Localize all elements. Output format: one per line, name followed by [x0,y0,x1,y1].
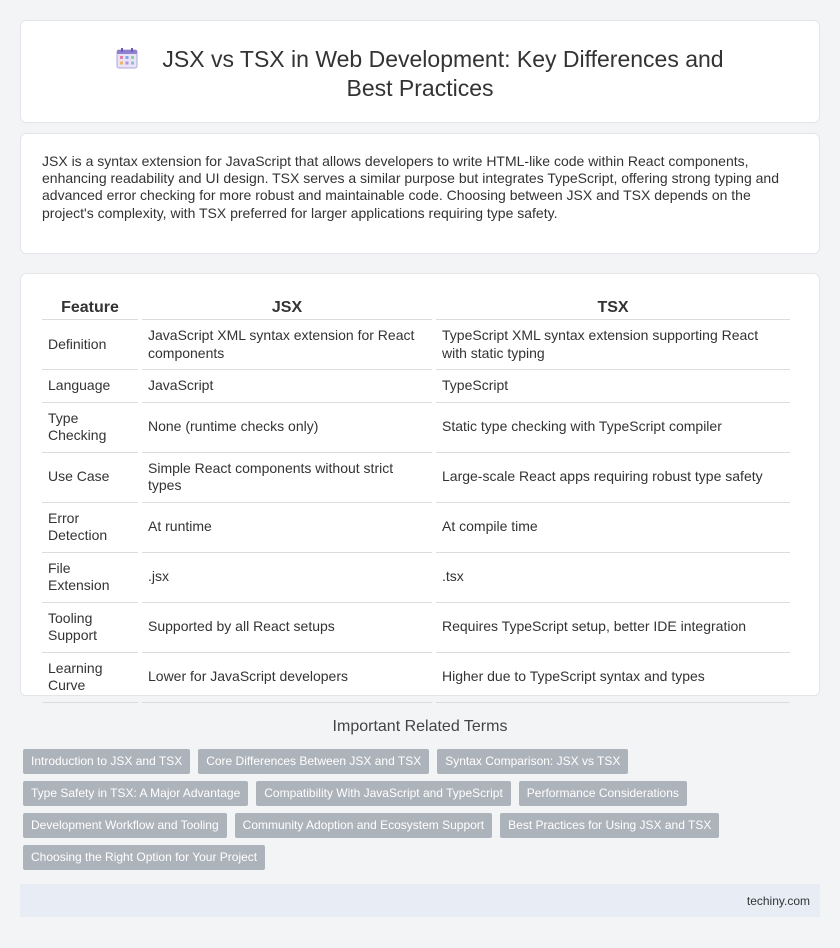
cell-tsx: TypeScript [436,370,790,403]
related-term-tag[interactable]: Performance Considerations [519,781,687,806]
related-term-tag[interactable]: Choosing the Right Option for Your Project [23,845,265,870]
tag-row [23,781,823,813]
cell-jsx: Simple React components without strict types [142,453,432,503]
related-term-tag[interactable]: Type Safety in TSX: A Major Advantage [23,781,248,806]
table-row [42,370,790,403]
cell-jsx: .jsx [142,553,432,603]
cell-feature: Use Case [42,453,138,503]
cell-feature: Tooling Support [42,603,138,653]
cell-jsx: JavaScript [142,370,432,403]
cell-feature: Definition [42,320,138,370]
cell-feature: Language [42,370,138,403]
intro-paragraph: JSX is a syntax extension for JavaScript that allows developers to write HTML-like code within React components, enhancing readability and UI design. TSX serves a similar purpose but integrates TypeScript, offering strong typing and advanced error checking for more robust and maintainable code. Choosing between JSX and TSX depends on the project's complexity, with TSX preferred for larger applications requiring type safety. [42,153,779,221]
table-row [42,553,790,603]
cell-tsx: At compile time [436,503,790,553]
related-terms-title: Important Related Terms [332,718,508,735]
cell-jsx: JavaScript XML syntax extension for React components [142,320,432,370]
related-term-tag[interactable]: Best Practices for Using JSX and TSX [500,813,719,838]
cell-feature: File Extension [42,553,138,603]
table-header-row [42,296,790,320]
related-term-tag[interactable]: Syntax Comparison: JSX vs TSX [437,749,628,774]
header-feature: Feature [42,296,138,320]
header-card [20,20,820,123]
tag-row [23,845,823,877]
table-row [42,653,790,703]
intro-card [20,133,820,254]
table-row [42,320,790,370]
related-term-tag[interactable]: Compatibility With JavaScript and TypeScript [256,781,511,806]
cell-feature: Learning Curve [42,653,138,703]
cell-feature: Error Detection [42,503,138,553]
table-row [42,603,790,653]
cell-tsx: Static type checking with TypeScript compiler [436,403,790,453]
related-term-tag[interactable]: Development Workflow and Tooling [23,813,227,838]
cell-tsx: Large-scale React apps requiring robust type safety [436,453,790,503]
tag-row [23,749,823,781]
table-row [42,453,790,503]
cell-tsx: Higher due to TypeScript syntax and types [436,653,790,703]
cell-tsx: TypeScript XML syntax extension supporting React with static typing [436,320,790,370]
cell-tsx: Requires TypeScript setup, better IDE integration [436,603,790,653]
header-tsx: TSX [436,296,790,320]
footer-bar [20,884,820,917]
tag-row [23,813,823,845]
table-row [42,503,790,553]
footer-site-link[interactable]: techiny.com [746,894,810,908]
related-term-tag[interactable]: Introduction to JSX and TSX [23,749,190,774]
cell-tsx: .tsx [436,553,790,603]
cell-jsx: Supported by all React setups [142,603,432,653]
cell-jsx: None (runtime checks only) [142,403,432,453]
related-term-tag[interactable]: Core Differences Between JSX and TSX [198,749,429,774]
header-jsx: JSX [142,296,432,320]
calendar-grid-icon [116,47,138,69]
cell-jsx: At runtime [142,503,432,553]
page-title-wrap [21,45,819,103]
page-title: JSX vs TSX in Web Development: Key Differences and Best Practices [162,46,724,101]
comparison-table [38,296,794,703]
related-terms-tags [23,749,823,877]
comparison-table-card [20,273,820,696]
cell-jsx: Lower for JavaScript developers [142,653,432,703]
related-term-tag[interactable]: Community Adoption and Ecosystem Support [235,813,492,838]
table-row [42,403,790,453]
cell-feature: Type Checking [42,403,138,453]
